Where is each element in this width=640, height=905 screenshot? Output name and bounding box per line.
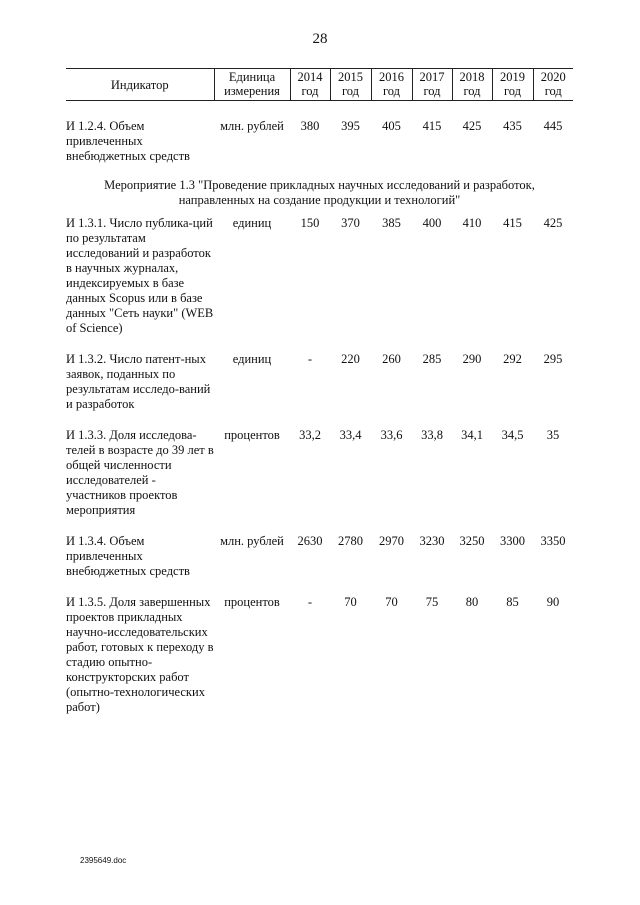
unit-cell: единиц xyxy=(232,352,272,366)
value-cell: 445 xyxy=(543,119,563,133)
value-cell: 290 xyxy=(462,352,482,366)
indicator-cell: И 1.3.4. Объем привлеченных внебюджетных средств xyxy=(66,534,190,578)
unit-cell: процентов xyxy=(224,595,280,609)
value-cell: 2630 xyxy=(297,534,323,548)
section-title: Мероприятие 1.3 "Проведение прикладных научных исследований и разработок, направленных на создание продукции и технологий" xyxy=(104,178,535,207)
header-year: 2017 год xyxy=(412,69,452,101)
header-year: 2020 год xyxy=(533,69,573,101)
value-cell: 33,2 xyxy=(299,428,321,442)
value-cell: 415 xyxy=(422,119,442,133)
value-cell: 220 xyxy=(341,352,360,366)
unit-cell: процентов xyxy=(224,428,280,442)
indicators-table xyxy=(66,68,573,715)
header-row xyxy=(66,69,573,101)
value-cell: 260 xyxy=(382,352,401,366)
header-year: 2015 год xyxy=(330,69,371,101)
indicator-cell: И 1.3.1. Число публика-ций по результатам исследований и разработок в научных журналах, индексируемых в базе данных Scopus или в базе данных "Сеть науки" (WEB of Science) xyxy=(66,216,214,335)
file-reference: 2395649.doc xyxy=(80,856,127,865)
value-cell: 34,1 xyxy=(461,428,483,442)
value-cell: 80 xyxy=(465,595,479,609)
table-row xyxy=(66,534,573,579)
value-cell: 90 xyxy=(546,595,560,609)
indicator-cell: И 1.3.2. Число патент-ных заявок, поданных по результатам исследо-ваний и разработок xyxy=(66,352,211,411)
value-cell: 295 xyxy=(543,352,563,366)
table-row xyxy=(66,428,573,518)
section-row xyxy=(66,178,573,208)
value-cell: 75 xyxy=(425,595,439,609)
value-cell: 395 xyxy=(341,119,360,133)
value-cell: 2780 xyxy=(338,534,363,548)
table-row xyxy=(66,595,573,715)
value-cell: - xyxy=(307,352,313,366)
value-cell: 70 xyxy=(344,595,357,609)
value-cell: 35 xyxy=(546,428,560,442)
value-cell: 33,6 xyxy=(380,428,403,442)
unit-cell: млн. рублей xyxy=(220,534,284,548)
table-row xyxy=(66,216,573,336)
value-cell: 3230 xyxy=(419,534,445,548)
header-year: 2019 год xyxy=(492,69,533,101)
value-cell: - xyxy=(307,595,313,609)
indicator-cell: И 1.2.4. Объем привлеченных внебюджетных средств xyxy=(66,119,190,163)
value-cell: 380 xyxy=(300,119,320,133)
value-cell: 385 xyxy=(382,216,401,230)
indicator-cell: И 1.3.3. Доля исследова-телей в возрасте до 39 лет в общей численности исследователей - участников проектов мероприятия xyxy=(66,428,214,517)
unit-cell: млн. рублей xyxy=(220,119,284,133)
header-indicator: Индикатор xyxy=(66,69,214,101)
value-cell: 3250 xyxy=(459,534,485,548)
value-cell: 2970 xyxy=(379,534,404,548)
value-cell: 405 xyxy=(382,119,401,133)
value-cell: 425 xyxy=(543,216,563,230)
value-cell: 3350 xyxy=(540,534,566,548)
value-cell: 285 xyxy=(422,352,442,366)
value-cell: 425 xyxy=(462,119,482,133)
value-cell: 410 xyxy=(462,216,482,230)
value-cell: 33,4 xyxy=(339,428,362,442)
value-cell: 33,8 xyxy=(421,428,443,442)
value-cell: 292 xyxy=(503,352,522,366)
unit-cell: единиц xyxy=(232,216,272,230)
value-cell: 3300 xyxy=(500,534,525,548)
value-cell: 400 xyxy=(422,216,442,230)
header-year: 2018 год xyxy=(452,69,492,101)
value-cell: 415 xyxy=(503,216,522,230)
value-cell: 34,5 xyxy=(501,428,524,442)
table-row xyxy=(66,119,573,164)
value-cell: 85 xyxy=(506,595,519,609)
header-unit: Единица измерения xyxy=(214,69,290,101)
page-number: 28 xyxy=(312,31,328,47)
table-row xyxy=(66,352,573,412)
indicator-cell: И 1.3.5. Доля завершенных проектов прикладных научно-исследовательских работ, готовых к переходу в стадию опытно-конструкторских работ (опытно-технологических работ) xyxy=(66,595,214,714)
value-cell: 435 xyxy=(503,119,522,133)
value-cell: 150 xyxy=(300,216,320,230)
header-year: 2014 год xyxy=(290,69,330,101)
value-cell: 70 xyxy=(385,595,398,609)
value-cell: 370 xyxy=(341,216,360,230)
header-year: 2016 год xyxy=(371,69,412,101)
